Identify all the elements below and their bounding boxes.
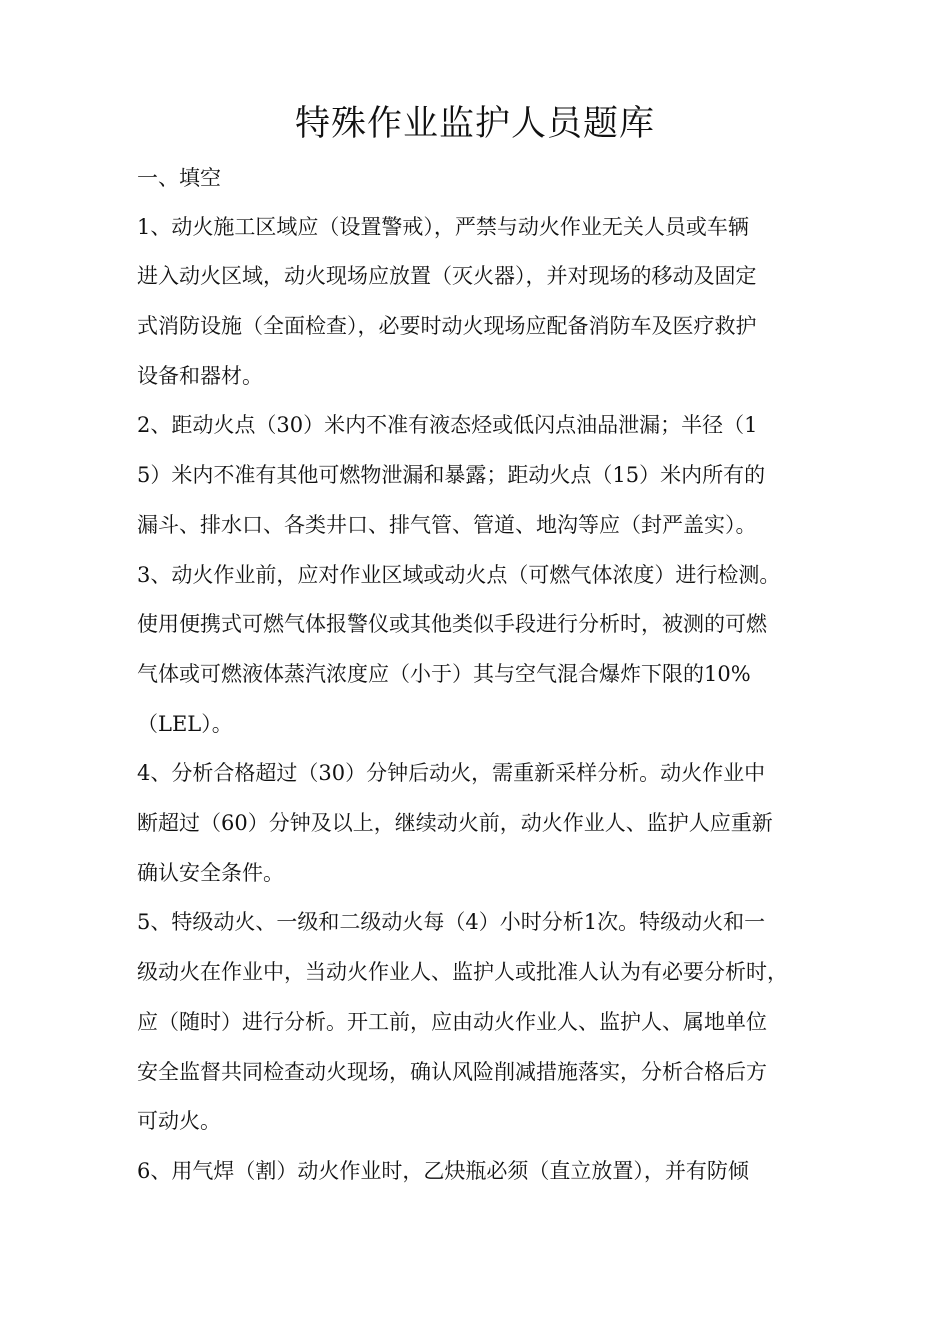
text-line: 4、分析合格超过（30）分钟后动火，需重新采样分析。动火作业中 xyxy=(137,761,766,785)
text-line: （LEL）。 xyxy=(137,712,233,736)
text-line: 级动火在作业中，当动火作业人、监护人或批准人认为有必要分析时， xyxy=(137,960,788,984)
text-line: 应（随时）进行分析。开工前，应由动火作业人、监护人、属地单位 xyxy=(137,1010,767,1034)
text-line: 断超过（60）分钟及以上，继续动火前，动火作业人、监护人应重新 xyxy=(137,811,773,835)
text-line: 5）米内不准有其他可燃物泄漏和暴露；距动火点（15）米内所有的 xyxy=(137,463,766,487)
text-line: 1、动火施工区域应（设置警戒），严禁与动火作业无关人员或车辆 xyxy=(137,215,749,239)
text-line: 进入动火区域，动火现场应放置（灭火器），并对现场的移动及固定 xyxy=(137,264,757,288)
text-line: 5、特级动火、一级和二级动火每（4）小时分析1次。特级动火和一 xyxy=(137,910,766,934)
document-title: 特殊作业监护人员题库 xyxy=(294,104,655,144)
text-line: 式消防设施（全面检查），必要时动火现场应配备消防车及医疗救护 xyxy=(137,314,757,338)
text-line: 安全监督共同检查动火现场，确认风险削减措施落实，分析合格后方 xyxy=(137,1060,767,1084)
text-line: 可动火。 xyxy=(137,1109,221,1133)
text-line: 气体或可燃液体蒸汽浓度应（小于）其与空气混合爆炸下限的10% xyxy=(137,662,751,686)
text-line: 设备和器材。 xyxy=(137,364,263,388)
text-line: 2、距动火点（30）米内不准有液态烃或低闪点油品泄漏；半径（1 xyxy=(137,413,758,437)
text-line: 3、动火作业前，应对作业区域或动火点（可燃气体浓度）进行检测。 xyxy=(137,563,781,587)
text-line: 漏斗、排水口、各类井口、排气管、管道、地沟等应（封严盖实）。 xyxy=(137,513,757,537)
text-line: 6、用气焊（割）动火作业时，乙炔瓶必须（直立放置），并有防倾 xyxy=(137,1159,749,1183)
section-heading: 一、填空 xyxy=(137,166,221,190)
text-line: 确认安全条件。 xyxy=(137,861,284,885)
text-line: 使用便携式可燃气体报警仪或其他类似手段进行分析时，被测的可燃 xyxy=(137,612,767,636)
